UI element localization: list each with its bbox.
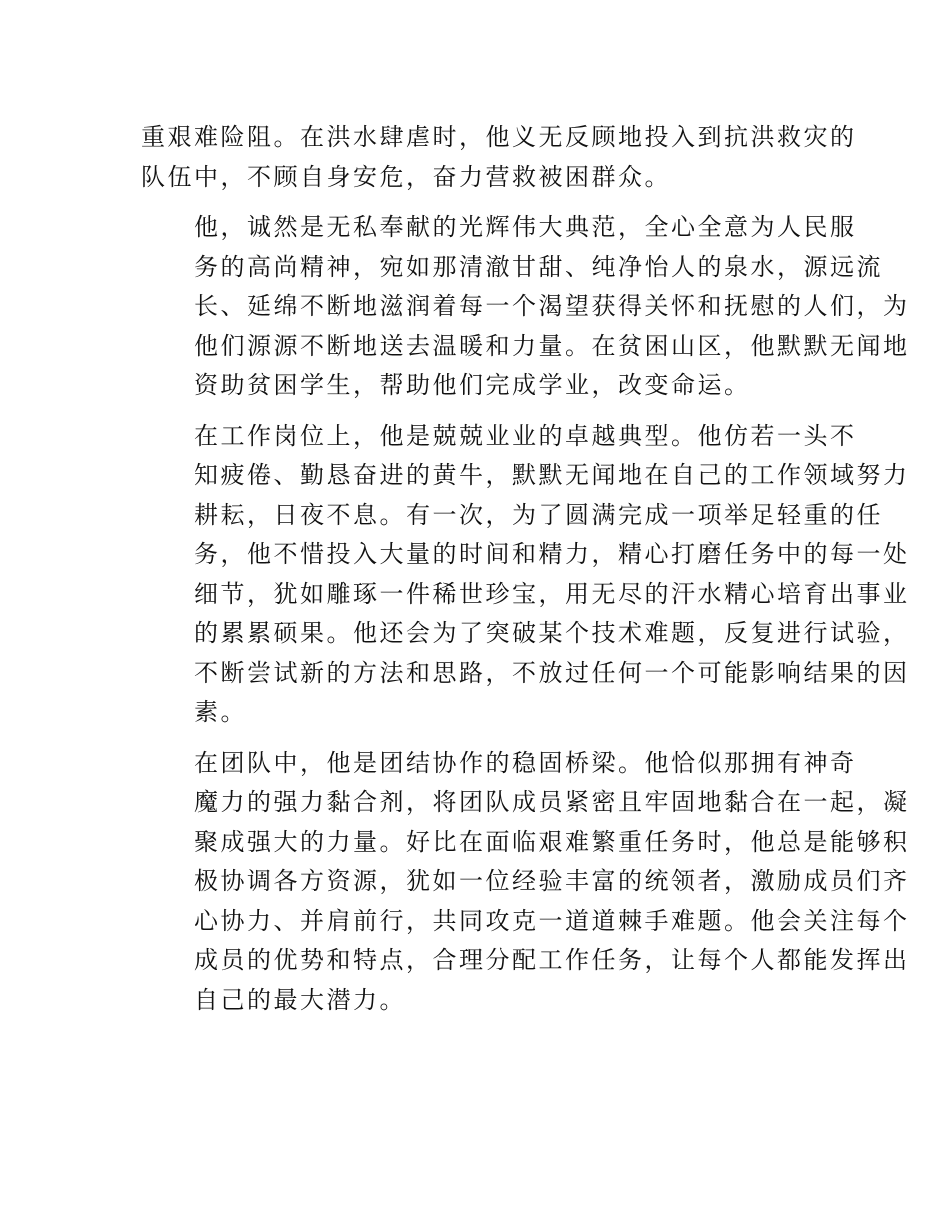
text-line: 心协力、并肩前行，共同攻克一道道棘手难题。他会关注每个 xyxy=(194,906,910,935)
text-line: 务的高尚精神，宛如那清澈甘甜、纯净怡人的泉水，源远流 xyxy=(194,252,883,281)
paragraph-2 xyxy=(141,208,910,406)
paragraph-3 xyxy=(141,417,910,733)
text-line: 重艰难险阻。在洪水肆虐时，他义无反顾地投入到抗洪救灾的 xyxy=(141,123,857,151)
text-line: 聚成强大的力量。好比在面临艰难繁重任务时，他总是能够积 xyxy=(194,827,910,856)
text-line: 极协调各方资源，犹如一位经验丰富的统领者，激励成员们齐 xyxy=(194,867,910,895)
text-line: 魔力的强力黏合剂，将团队成员紧密且牢固地黏合在一起，凝 xyxy=(194,788,910,816)
text-line: 务，他不惜投入大量的时间和精力，精心打磨任务中的每一处 xyxy=(194,540,910,568)
text-line: 细节，犹如雕琢一件稀世珍宝，用无尽的汗水精心培育出事业 xyxy=(194,579,910,608)
text-line: 不断尝试新的方法和思路，不放过任何一个可能影响结果的因 xyxy=(194,658,910,687)
text-line: 长、延绵不断地滋润着每一个渴望获得关怀和抚慰的人们，为 xyxy=(194,292,910,320)
text-line: 他，诚然是无私奉献的光辉伟大典范，全心全意为人民服 xyxy=(194,213,857,241)
text-line: 的累累硕果。他还会为了突破某个技术难题，反复进行试验， xyxy=(194,619,910,647)
text-line: 资助贫困学生，帮助他们完成学业，改变命运。 xyxy=(194,371,751,399)
document-body xyxy=(141,118,910,1031)
paragraph-4 xyxy=(141,744,910,1021)
text-line: 素。 xyxy=(194,698,247,726)
text-line: 自己的最大潜力。 xyxy=(194,985,406,1014)
text-line: 他们源源不断地送去温暖和力量。在贫困山区，他默默无闻地 xyxy=(194,331,910,360)
paragraph-1 xyxy=(141,118,857,197)
text-line: 知疲倦、勤恳奋进的黄牛，默默无闻地在自己的工作领域努力 xyxy=(194,461,910,489)
text-line: 在工作岗位上，他是兢兢业业的卓越典型。他仿若一头不 xyxy=(194,421,857,450)
text-line: 在团队中，他是团结协作的稳固桥梁。他恰似那拥有神奇 xyxy=(194,748,857,777)
text-line: 耕耘，日夜不息。有一次，为了圆满完成一项举足轻重的任 xyxy=(194,500,883,529)
text-line: 队伍中，不顾自身安危，奋力营救被困群众。 xyxy=(141,162,671,191)
text-line: 成员的优势和特点，合理分配工作任务，让每个人都能发挥出 xyxy=(194,946,910,974)
